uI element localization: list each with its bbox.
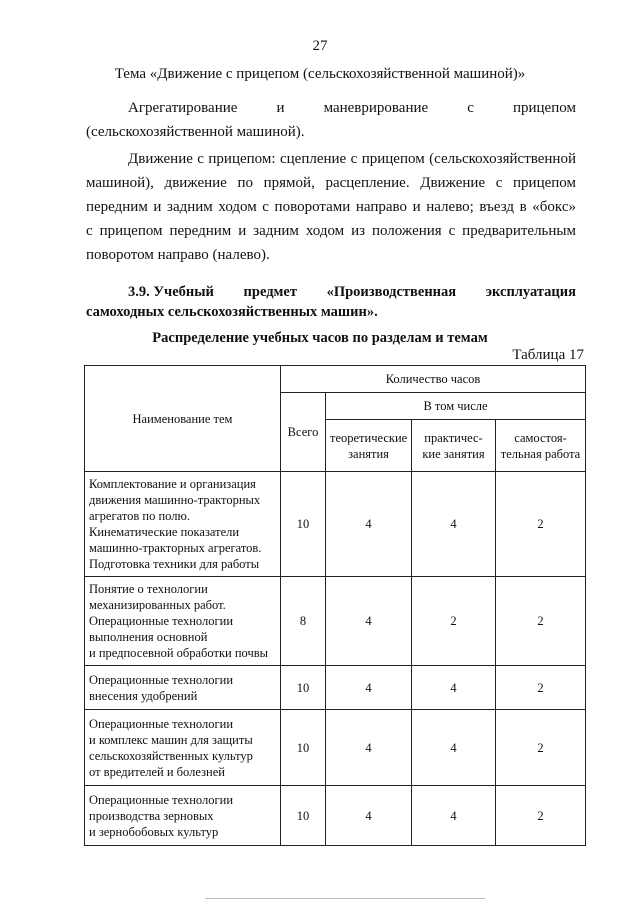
word: прицепом <box>512 100 576 116</box>
topic-name-line: внесения удобрений <box>89 688 198 703</box>
paragraph-line: передним и задним ходом с поворотами направо и налево; въезд в «бокс» <box>86 199 576 215</box>
bottom-divider <box>205 898 485 899</box>
word: эксплуатация <box>485 284 576 300</box>
table-row <box>85 786 586 846</box>
table-label: Таблица 17 <box>512 347 584 363</box>
header-total: Всего <box>281 393 326 472</box>
topic-name-line: выполнения основной <box>89 630 208 644</box>
paragraph-line: поворотом направо (налево). <box>86 247 270 263</box>
header-line: практичес- <box>424 430 483 445</box>
topic-name-line: Операционные технологии <box>89 672 234 687</box>
table-row <box>85 472 586 577</box>
header-line: занятия <box>348 446 389 461</box>
topic-name-line: движения машинно-тракторных <box>89 493 261 507</box>
table-caption: Распределение учебных часов по разделам и темам <box>152 330 488 346</box>
total-hours-cell: 10 <box>281 710 326 786</box>
theory-hours-cell: 4 <box>326 577 412 666</box>
header-line: теоретические <box>330 430 408 445</box>
paragraph-line: Движение с прицепом: сцепление с прицепом (сельскохозяйственной <box>128 151 576 167</box>
table-row <box>85 577 586 666</box>
topic-name-line: Операционные технологии <box>89 716 234 731</box>
practice-hours-cell: 4 <box>412 666 496 710</box>
theory-hours-cell: 4 <box>326 786 412 846</box>
hours-table <box>84 365 586 846</box>
theory-hours-cell: 4 <box>326 710 412 786</box>
practice-hours-cell: 4 <box>412 472 496 577</box>
word: Агрегатирование <box>128 100 238 116</box>
topic-name-line: сельскохозяйственных культур <box>89 748 253 763</box>
header-line: кие занятия <box>422 446 485 461</box>
topic-name-line: Операционные технологии <box>89 792 234 807</box>
total-hours-cell: 10 <box>281 786 326 846</box>
table-row <box>85 710 586 786</box>
paragraph-aggregation-line2: (сельскохозяйственной машиной). <box>86 124 305 140</box>
total-hours-cell: 8 <box>281 577 326 666</box>
topic-name-line: и комплекс машин для защиты <box>89 732 253 747</box>
word: маневрирование <box>323 100 429 116</box>
topic-title: Тема «Движение с прицепом (сельскохозяйственной машиной)» <box>114 66 526 82</box>
topic-name-line: и зернобобовых культур <box>89 824 219 839</box>
total-hours-cell: 10 <box>281 666 326 710</box>
page-number: 27 <box>312 38 328 54</box>
word: 3.9. Учебный <box>128 284 214 300</box>
topic-name-cell <box>85 786 281 846</box>
header-hours: Количество часов <box>281 366 586 393</box>
topic-name-line: агрегатов по полю. <box>89 509 190 523</box>
paragraph-aggregation-line1 <box>128 96 576 120</box>
theory-hours-cell: 4 <box>326 666 412 710</box>
header-topic-name: Наименование тем <box>85 366 281 472</box>
header-practice <box>412 420 496 472</box>
header-including: В том числе <box>326 393 586 420</box>
paragraph-aggregation <box>128 96 576 120</box>
self-study-hours-cell: 2 <box>496 710 586 786</box>
practice-hours-cell: 4 <box>412 786 496 846</box>
topic-name-line: от вредителей и болезней <box>89 764 225 779</box>
topic-name-line: Кинематические показатели <box>89 525 240 539</box>
topic-name-cell <box>85 710 281 786</box>
practice-hours-cell: 2 <box>412 577 496 666</box>
paragraph-line: с прицепом передним и задним ходом из положения с предварительным <box>86 223 576 239</box>
topic-name-line: производства зерновых <box>89 808 214 823</box>
topic-name-cell <box>85 472 281 577</box>
section-heading-line2: самоходных сельскохозяйственных машин». <box>86 304 378 320</box>
word: предмет <box>243 284 297 300</box>
header-self-study <box>496 420 586 472</box>
self-study-hours-cell: 2 <box>496 577 586 666</box>
word: и <box>276 100 285 116</box>
table-body <box>85 472 586 846</box>
table-row <box>85 666 586 710</box>
self-study-hours-cell: 2 <box>496 786 586 846</box>
word: с <box>467 100 474 116</box>
word: «Производственная <box>326 284 457 300</box>
topic-name-line: Понятие о технологии <box>89 582 208 596</box>
section-heading-line1 <box>128 282 576 302</box>
paragraph-trailer-movement <box>86 147 576 267</box>
self-study-hours-cell: 2 <box>496 666 586 710</box>
topic-name-cell <box>85 666 281 710</box>
header-theory <box>326 420 412 472</box>
theory-hours-cell: 4 <box>326 472 412 577</box>
header-line: тельная работа <box>500 446 581 461</box>
topic-name-line: машинно-тракторных агрегатов. <box>89 541 262 555</box>
header-line: самостоя- <box>514 430 567 445</box>
section-heading <box>86 282 576 322</box>
topic-name-line: Подготовка техники для работы <box>89 557 260 571</box>
topic-name-cell <box>85 577 281 666</box>
table-header-row <box>85 366 586 393</box>
paragraph-line: машиной), движение по прямой, расцепление. Движение с прицепом <box>86 175 576 191</box>
total-hours-cell: 10 <box>281 472 326 577</box>
topic-name-line: Операционные технологии <box>89 614 234 628</box>
practice-hours-cell: 4 <box>412 710 496 786</box>
topic-name-line: Комплектование и организация <box>89 477 256 491</box>
topic-name-line: механизированных работ. <box>89 598 226 612</box>
self-study-hours-cell: 2 <box>496 472 586 577</box>
topic-name-line: и предпосевной обработки почвы <box>89 646 269 660</box>
